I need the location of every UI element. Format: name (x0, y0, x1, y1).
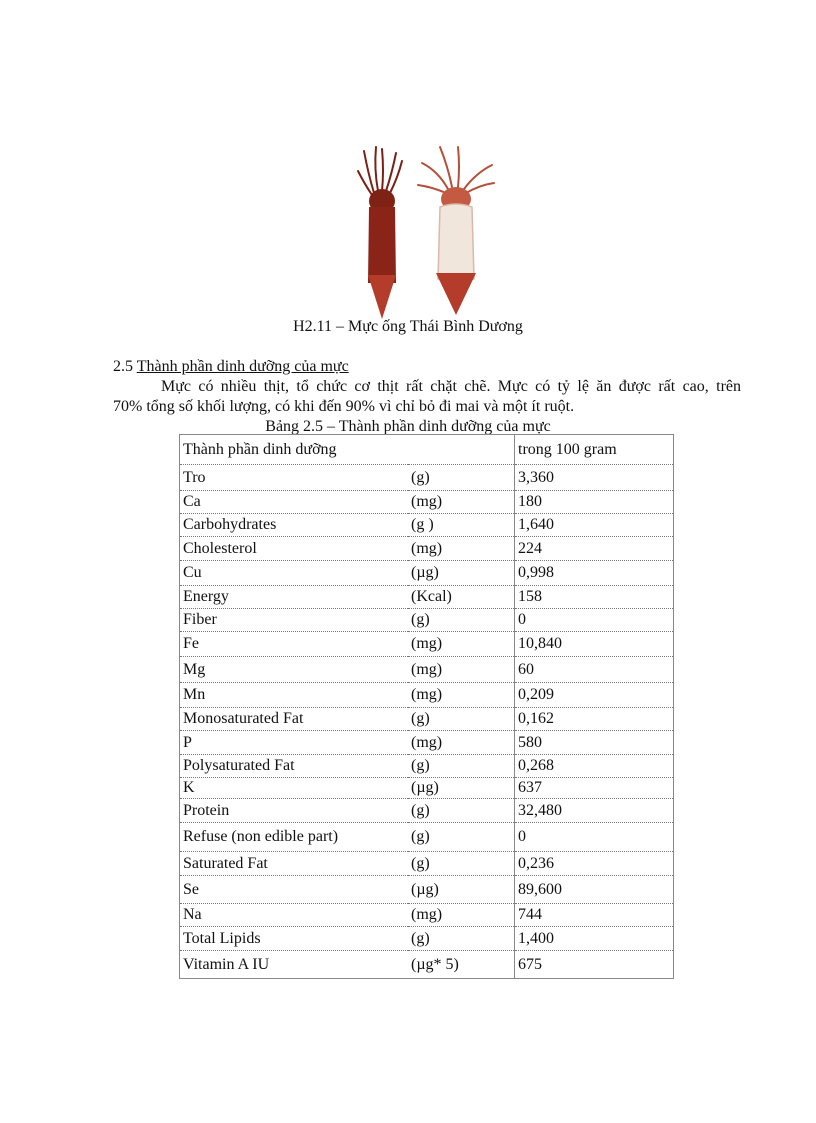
nutrient-name: Mg (180, 657, 409, 683)
section-paragraph (113, 377, 741, 417)
nutrient-value: 1,400 (515, 927, 674, 951)
dark-squid (358, 147, 402, 319)
nutrient-name: Polysaturated Fat (180, 755, 409, 778)
table-row (180, 852, 674, 876)
table-row (180, 609, 674, 632)
nutrient-name: Na (180, 904, 409, 927)
nutrient-unit: (g) (408, 609, 515, 632)
nutrient-unit: (Kcal) (408, 586, 515, 609)
nutrient-name: Carbohydrates (180, 514, 409, 537)
nutrient-unit: (µg* 5) (408, 951, 515, 979)
nutrient-name: Cholesterol (180, 537, 409, 561)
table-row (180, 904, 674, 927)
nutrient-name: Cu (180, 561, 409, 586)
table-row (180, 823, 674, 852)
nutrient-name: Fe (180, 632, 409, 657)
table-row (180, 657, 674, 683)
table-row (180, 561, 674, 586)
nutrient-value: 675 (515, 951, 674, 979)
nutrient-value: 0,162 (515, 708, 674, 731)
table-row (180, 465, 674, 491)
light-squid (418, 147, 494, 315)
nutrient-name: Tro (180, 465, 409, 491)
nutrient-unit: (µg) (408, 876, 515, 904)
nutrient-name: Energy (180, 586, 409, 609)
nutrient-value: 0,209 (515, 683, 674, 708)
nutrient-unit: (mg) (408, 491, 515, 514)
nutrient-unit: (g) (408, 927, 515, 951)
nutrition-table (179, 434, 674, 979)
nutrient-value: 580 (515, 731, 674, 755)
table-row (180, 755, 674, 778)
table-row (180, 799, 674, 823)
nutrient-unit: (g) (408, 823, 515, 852)
nutrient-value: 0 (515, 823, 674, 852)
table-row (180, 927, 674, 951)
section-number: 2.5 (113, 358, 133, 375)
nutrient-value: 0,268 (515, 755, 674, 778)
nutrient-value: 89,600 (515, 876, 674, 904)
nutrient-value: 744 (515, 904, 674, 927)
table-row (180, 731, 674, 755)
nutrient-value: 180 (515, 491, 674, 514)
nutrient-unit: (g) (408, 465, 515, 491)
nutrient-unit: (mg) (408, 683, 515, 708)
nutrient-unit: (g) (408, 852, 515, 876)
nutrient-name: Saturated Fat (180, 852, 409, 876)
section-title: Thành phần dinh dưỡng của mực (136, 358, 349, 375)
header-amount: trong 100 gram (515, 435, 674, 465)
nutrient-unit: (µg) (408, 561, 515, 586)
table-row (180, 632, 674, 657)
nutrient-name: Fiber (180, 609, 409, 632)
nutrient-value: 0,998 (515, 561, 674, 586)
table-row (180, 514, 674, 537)
nutrient-value: 158 (515, 586, 674, 609)
nutrient-name: Total Lipids (180, 927, 409, 951)
squid-illustration (352, 143, 500, 321)
nutrient-value: 637 (515, 778, 674, 799)
nutrient-value: 0,236 (515, 852, 674, 876)
nutrient-name: Vitamin A IU (180, 951, 409, 979)
table-row (180, 778, 674, 799)
nutrient-unit: (g) (408, 799, 515, 823)
nutrient-unit: (g) (408, 708, 515, 731)
table-row (180, 491, 674, 514)
nutrient-name: Se (180, 876, 409, 904)
nutrient-name: K (180, 778, 409, 799)
nutrient-unit: (g) (408, 755, 515, 778)
nutrient-name: P (180, 731, 409, 755)
table-row (180, 537, 674, 561)
nutrient-value: 1,640 (515, 514, 674, 537)
table-row (180, 876, 674, 904)
squid-figure (352, 143, 500, 321)
figure-caption: H2.11 – Mực ống Thái Bình Dương (293, 318, 523, 335)
nutrient-name: Refuse (non edible part) (180, 823, 409, 852)
paragraph-line-2: 70% tổng số khối lượng, có khi đến 90% vì chỉ bỏ đi mai và một ít ruột. (113, 398, 575, 415)
nutrient-value: 0 (515, 609, 674, 632)
table-row (180, 708, 674, 731)
nutrient-unit: (mg) (408, 731, 515, 755)
nutrient-value: 10,840 (515, 632, 674, 657)
paragraph-line-1: Mực có nhiều thịt, tổ chức cơ thịt rất chặt chẽ. Mực có tỷ lệ ăn được rất cao, trên (161, 378, 741, 395)
table-row (180, 683, 674, 708)
table-header-row (180, 435, 674, 465)
nutrient-name: Protein (180, 799, 409, 823)
nutrient-name: Monosaturated Fat (180, 708, 409, 731)
header-component: Thành phần dinh dưỡng (180, 435, 515, 465)
nutrient-value: 3,360 (515, 465, 674, 491)
table-row (180, 586, 674, 609)
nutrient-name: Ca (180, 491, 409, 514)
nutrient-unit: (g ) (408, 514, 515, 537)
nutrient-value: 60 (515, 657, 674, 683)
nutrient-unit: (mg) (408, 904, 515, 927)
nutrient-unit: (mg) (408, 632, 515, 657)
nutrient-value: 224 (515, 537, 674, 561)
nutrient-value: 32,480 (515, 799, 674, 823)
section-heading (113, 358, 349, 376)
table-row (180, 951, 674, 979)
nutrient-unit: (mg) (408, 657, 515, 683)
nutrient-name: Mn (180, 683, 409, 708)
table-title: Bảng 2.5 – Thành phần dinh dưỡng của mực (265, 418, 551, 435)
nutrient-unit: (mg) (408, 537, 515, 561)
nutrient-unit: (µg) (408, 778, 515, 799)
